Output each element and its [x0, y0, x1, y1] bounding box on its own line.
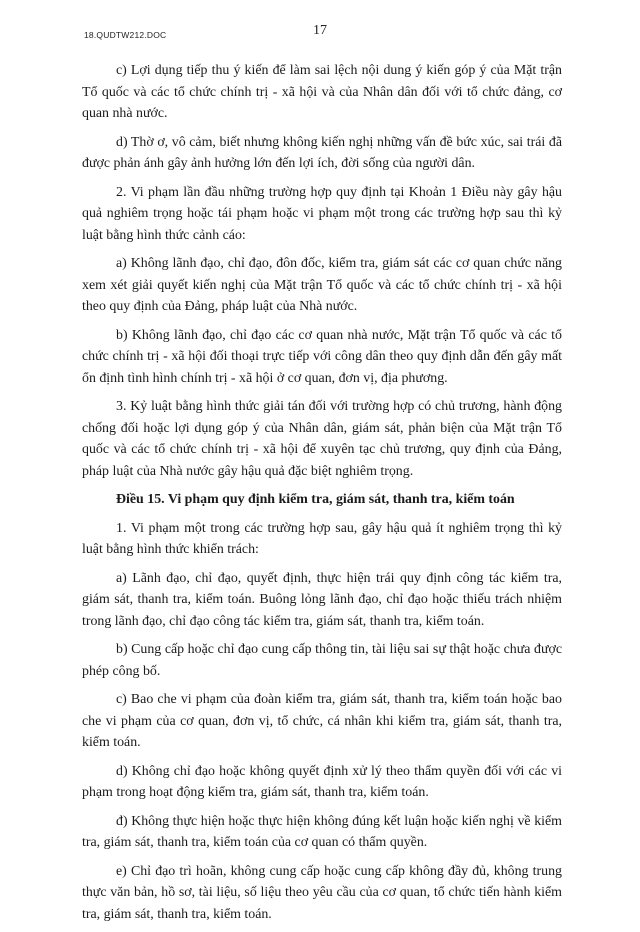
document-code: 18.QUDTW212.DOC	[84, 30, 167, 40]
document-body	[82, 60, 562, 932]
paragraph-2: 2. Vi phạm lần đầu những trường hợp quy định tại Khoản 1 Điều này gây hậu quả nghiêm trọng hoặc tái phạm hoặc vi phạm một trong các trường hợp sau thì kỷ luật bằng hình thức cảnh cáo:	[82, 184, 562, 243]
article-15-paragraph-1e: e) Chỉ đạo trì hoãn, không cung cấp hoặc cung cấp không đầy đủ, không trung thực văn bản, hồ sơ, tài liệu, số liệu theo yêu cầu của cơ quan, tổ chức tiến hành kiểm tra, giám sát, thanh tra, kiểm toán.	[82, 863, 562, 922]
paragraph-2b: b) Không lãnh đạo, chỉ đạo các cơ quan nhà nước, Mặt trận Tổ quốc và các tổ chức chính trị - xã hội đối thoại trực tiếp với công dân theo quy định dẫn đến gây mất ổn định tình hình chính trị - xã hội ở cơ quan, đơn vị, địa phương.	[82, 327, 562, 386]
article-15-paragraph-1dd: đ) Không thực hiện hoặc thực hiện không đúng kết luận hoặc kiến nghị về kiểm tra, giám sát, thanh tra, kiểm toán của cơ quan có thẩm quyền.	[82, 813, 562, 850]
paragraph-2a: a) Không lãnh đạo, chỉ đạo, đôn đốc, kiểm tra, giám sát các cơ quan chức năng xem xét giải quyết kiến nghị của Mặt trận Tổ quốc và các tổ chức chính trị - xã hội theo quy định của Đảng, pháp luật của Nhà nước.	[82, 256, 562, 314]
page-number: 17	[313, 23, 327, 38]
paragraph-1c: c) Lợi dụng tiếp thu ý kiến để làm sai lệch nội dung ý kiến góp ý của Mặt trận Tổ quốc và các tổ chức chính trị - xã hội và của Nhân dân đối với tổ chức đảng, cơ quan nhà nước.	[82, 63, 562, 121]
article-15-paragraph-1c: c) Bao che vi phạm của đoàn kiểm tra, giám sát, thanh tra, kiểm toán hoặc bao che vi phạm của cơ quan, đơn vị, tổ chức, cá nhân khi kiểm tra, giám sát, thanh tra, kiểm toán.	[82, 692, 562, 750]
paragraph-3: 3. Kỷ luật bằng hình thức giải tán đối với trường hợp có chủ trương, hành động chống đối hoặc lợi dụng góp ý của Nhân dân, giám sát, phản biện của Mặt trận Tổ quốc và các tổ chức chính trị - xã hội để xuyên tạc chủ trương, quy định của Đảng, pháp luật của Nhà nước gây hậu quả đặc biệt nghiêm trọng.	[82, 399, 562, 479]
article-15-paragraph-1: 1. Vi phạm một trong các trường hợp sau, gây hậu quả ít nghiêm trọng thì kỷ luật bằng hình thức khiển trách:	[82, 520, 562, 557]
article-15-paragraph-1d: d) Không chỉ đạo hoặc không quyết định xử lý theo thẩm quyền đối với các vi phạm trong hoạt động kiểm tra, giám sát, thanh tra, kiểm toán.	[82, 763, 562, 800]
article-15-paragraph-1b: b) Cung cấp hoặc chỉ đạo cung cấp thông tin, tài liệu sai sự thật hoặc chưa được phép công bố.	[82, 642, 562, 679]
article-15-heading: Điều 15. Vi phạm quy định kiểm tra, giám sát, thanh tra, kiểm toán	[116, 492, 515, 507]
paragraph-1d: d) Thờ ơ, vô cảm, biết nhưng không kiến nghị những vấn đề bức xúc, sai trái đã được phản ánh gây ảnh hưởng lớn đến lợi ích, đời sống của người dân.	[82, 134, 562, 171]
article-15-paragraph-1a: a) Lãnh đạo, chỉ đạo, quyết định, thực hiện trái quy định công tác kiểm tra, giám sát, thanh tra, kiểm toán. Buông lỏng lãnh đạo, chỉ đạo hoặc thiếu trách nhiệm trong lãnh đạo, chỉ đạo công tác kiểm tra, giám sát, thanh tra, kiểm toán.	[82, 570, 562, 629]
